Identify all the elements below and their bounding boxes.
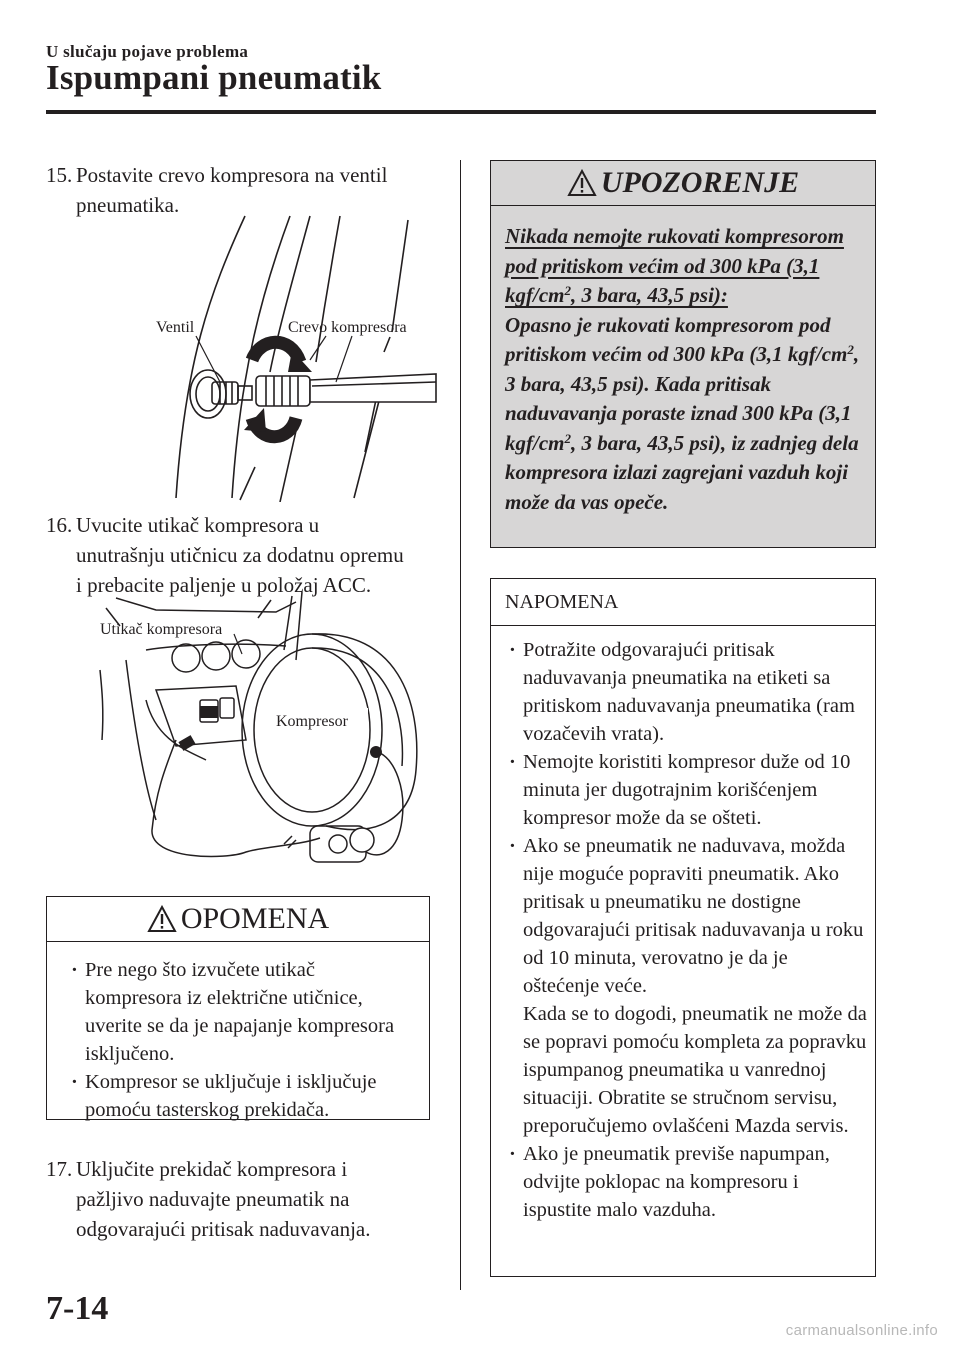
bullet-icon: ·	[509, 751, 516, 773]
note-item-text: Potražite odgovarajući pritisak naduvavanja pneumatika na etiketi sa pritiskom naduvavanja pneumatika (ram vozačevih vrata).	[523, 639, 855, 745]
figure-valve-hose	[140, 212, 440, 502]
bullet-icon: ·	[509, 1143, 516, 1165]
label-compressor-plug: Utikač kompresora	[100, 621, 223, 638]
note-item	[509, 832, 867, 1140]
bullet-icon: ·	[71, 959, 78, 981]
warning-header	[491, 161, 875, 206]
label-valve: Ventil	[156, 319, 195, 336]
caution-box	[46, 896, 430, 1120]
bullet-icon: ·	[509, 835, 516, 857]
caution-item-text: Pre nego što izvučete utikač kompresora iz električne utičnice, uverite se da je napajanje kompresora isključeno.	[85, 959, 395, 1065]
step-text: Uključite prekidač kompresora i	[76, 1157, 348, 1181]
note-item-text: Nemojte koristiti kompresor duže od 10 minuta jer dugotrajnim korišćenjem kompresor može da se ošteti.	[523, 751, 851, 829]
step-text: i prebacite paljenje u položaj ACC.	[76, 573, 372, 597]
figure-plug-compressor	[96, 590, 426, 870]
warning-box	[490, 160, 876, 548]
warning-title: UPOZORENJE	[600, 166, 800, 199]
note-title: NAPOMENA	[491, 579, 875, 626]
step-number: 15.	[46, 163, 73, 187]
bullet-icon: ·	[71, 1071, 78, 1093]
step-text: Postavite crevo kompresora na ventil	[76, 163, 388, 187]
label-compressor: Kompresor	[276, 713, 348, 730]
note-item-text: Ako se pneumatik ne naduvava, možda nije moguće popraviti pneumatik. Ako pritisak u pneumatiku ne dostigne odgovarajući pritisak naduvavanja u roku od 10 minuta, verovatno je da je oštećenje veće.	[523, 835, 864, 997]
caution-item-text: Kompresor se uključuje i isključuje pomoću tasterskog prekidača.	[85, 1071, 377, 1121]
step-text: pneumatika.	[76, 193, 180, 217]
step-text: unutrašnju utičnicu za dodatnu opremu	[76, 543, 404, 567]
step-15	[46, 160, 446, 220]
step-16	[46, 510, 446, 600]
warning-triangle-icon	[147, 905, 177, 933]
caution-item	[71, 956, 415, 1068]
note-box	[490, 578, 876, 1277]
column-divider	[460, 160, 461, 1290]
caution-header	[47, 897, 429, 942]
step-text: Uvucite utikač kompresora u	[76, 513, 320, 537]
page-number: 7-14	[46, 1290, 109, 1327]
caution-item	[71, 1068, 415, 1124]
watermark: carmanualsonline.info	[785, 1322, 938, 1339]
bullet-icon: ·	[509, 639, 516, 661]
note-item-text: Ako je pneumatik previše napumpan, odvijte poklopac na kompresoru i ispustite malo vazduha.	[523, 1143, 830, 1221]
note-item-text: Kada se to dogodi, pneumatik ne može da se popravi pomoću kompleta za popravku ispumpanog pneumatika u vanrednoj situaciji. Obratite se stručnom servisu, preporučujemo ovlašćeni Mazda servis.	[523, 1003, 867, 1137]
step-text: pažljivo naduvajte pneumatik na	[76, 1187, 350, 1211]
step-text: odgovarajući pritisak naduvavanja.	[76, 1217, 371, 1241]
title-rule	[46, 110, 876, 114]
section-label: U slučaju pojave problema	[46, 42, 249, 61]
warning-text: Opasno je rukovati kompresorom pod pritiskom većim od 300 kPa (3,1 kgf/$cm^2$, 3 bara, 43,5 psi). Kada pritisak naduvavanja poraste iznad 300 kPa (3,1 kgf/$cm^2$, 3 bara, 43,5 psi), iz zadnjeg dela kompresora izlazi zagrejani vazduh koji može da vas opeče.	[505, 312, 860, 514]
step-17	[46, 1154, 446, 1244]
page-title: Ispumpani pneumatik	[46, 58, 382, 97]
step-number: 16.	[46, 513, 73, 537]
step-number: 17.	[46, 1157, 73, 1181]
note-item	[509, 1140, 867, 1224]
warning-heading: Nikada nemojte rukovati kompresorom pod pritiskom većim od 300 kPa (3,1 kgf/$cm^2$, 3 bara, 43,5 psi):	[505, 224, 844, 307]
label-compressor-hose: Crevo kompresora	[288, 319, 407, 336]
note-item	[509, 636, 867, 748]
warning-triangle-icon	[567, 169, 597, 197]
caution-title: OPOMENA	[180, 902, 330, 935]
note-item	[509, 748, 867, 832]
